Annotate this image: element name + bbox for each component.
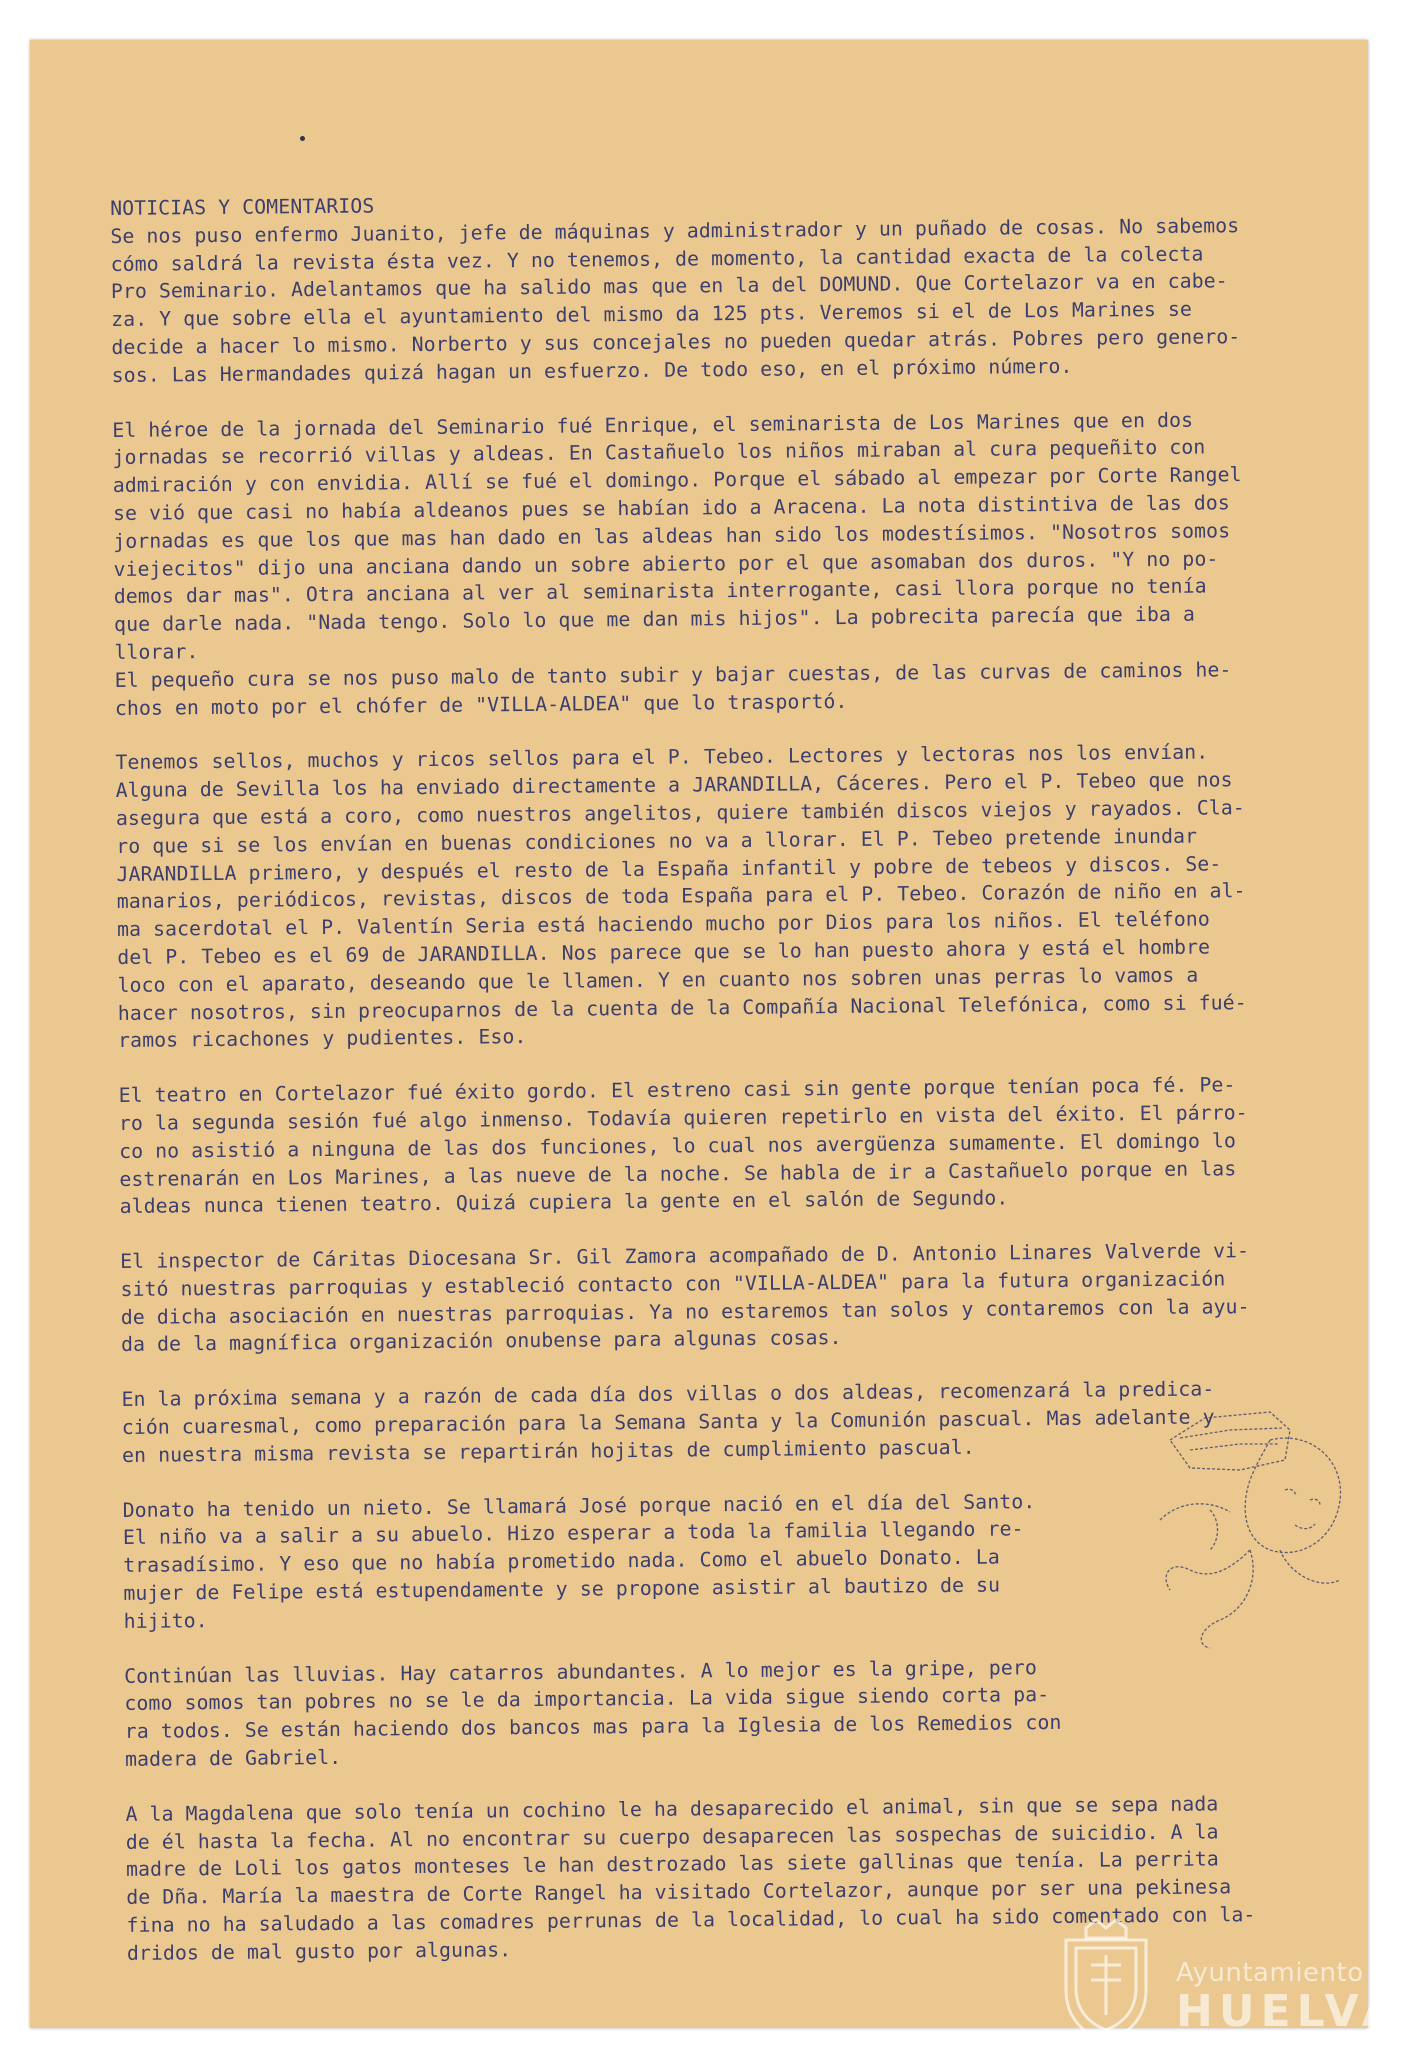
paragraph-container [110, 211, 1382, 1968]
text-line: del P. Tebeo es el 69 de JARANDILLA. Nos parece que se lo han puesto ahora y está el hombre [117, 935, 1211, 969]
text-line: El inspector de Cáritas Diocesana Sr. Gil Zamora acompañado de D. Antonio Linares Valverde vi- [120, 1239, 1250, 1274]
baby-sketch-drawing [1150, 1400, 1350, 1650]
text-line: de dicha asociación en nuestras parroquias. Ya no estaremos tan solos y contaremos con la ayu- [120, 1294, 1250, 1329]
text-line: mujer de Felipe está estupendamente y se propone asistir al bautizo de su [123, 1573, 1001, 1605]
text-line: trasadísimo. Y eso que no había prometido nada. Como el abuelo Donato. La [123, 1545, 1000, 1578]
text-line: JARANDILLA primero, y después el resto de la España infantil y pobre de tebeos y discos. Se- [116, 851, 1222, 886]
text-line: decide a hacer lo mismo. Norberto y sus concejales no pueden quedar atrás. Pobres pero genero- [111, 325, 1241, 359]
text-line: como somos tan pobres no se le da importancia. La vida sigue siendo corta pa- [124, 1683, 1050, 1716]
text-line: de Dña. María la maestra de Corte Rangel ha visitado Cortelazor, aunque por ser una pekinesa [126, 1875, 1232, 1910]
coat-of-arms-icon [1046, 1920, 1166, 2045]
text-line: Se nos puso enfermo Juanito, jefe de máquinas y administrador y un puñado de cosas. No sabemos [110, 213, 1240, 248]
text-line: co no asistió a ninguna de las dos funciones, lo cual nos avergüenza sumamente. El domingo lo [119, 1128, 1237, 1163]
text-line: viejecitos" dijo una anciana dando un sobre abierto por el que asomaban dos duros. "Y no po- [113, 546, 1219, 581]
watermark-line1: Ayuntamiento de [1176, 1958, 1406, 1988]
text-line: Pro Seminario. Adelantamos que ha salido mas que en la del DOMUND. Que Cortelazor va en cabe- [110, 269, 1228, 304]
text-line: fina no ha saludado a las comadres perrunas de la localidad, lo cual ha sido comentado con la- [126, 1903, 1256, 1937]
text-line: llorar. [114, 640, 199, 664]
text-line: loco con el aparato, deseando que le llamen. Y en cuanto nos sobren unas perras lo vamos a [117, 963, 1199, 997]
document-heading: NOTICIAS Y COMENTARIOS [110, 194, 375, 220]
text-line: ramos ricachones y pudientes. Eso. [118, 1025, 527, 1053]
text-line: estrenarán en Los Marines, a las nueve de la noche. Se habla de ir a Castañuelo porque en las [119, 1156, 1237, 1191]
text-line: za. Y que sobre ella el ayuntamiento del mismo da 125 pts. Veremos si el de Los Marines se [111, 297, 1193, 332]
text-line: sos. Las Hermandades quizá hagan un esfuerzo. De todo eso, en el próximo número. [111, 354, 1073, 387]
text-line: demos dar mas". Otra anciana al ver al seminarista interrogante, casi llora porque no tenía [113, 574, 1207, 609]
paragraph [112, 405, 1370, 723]
text-line: manarios, periódicos, revistas, discos de toda España para el P. Tebeo. Corazón de niño en al- [116, 879, 1246, 914]
text-line: hacer nosotros, sin preocuparnos de la cuenta de la Compañía Nacional Telefónica, como si fué- [117, 990, 1247, 1025]
text-line: En la próxima semana y a razón de cada día dos villas o dos aldeas, recomenzará la predica- [121, 1377, 1215, 1412]
watermark-line2: HUELVA [1176, 1986, 1402, 2037]
document-body [110, 183, 1382, 1968]
archive-watermark [1046, 1920, 1406, 2040]
ink-dot [300, 136, 305, 141]
text-line: en nuestra misma revista se repartirán hojitas de cumplimiento pascual. [121, 1435, 975, 1467]
paragraph [110, 211, 1367, 390]
text-line: hijito. [123, 1608, 208, 1633]
text-line: El teatro en Cortelazor fué éxito gordo. El estreno casi sin gente porque tenían poca fé. Pe- [118, 1073, 1236, 1108]
text-line: da de la magnífica organización onubense para algunas cosas. [120, 1326, 842, 1357]
text-line: aldeas nunca tienen teatro. Quizá cupiera la gente en el salón de Segundo. [119, 1186, 1009, 1219]
text-line: Alguna de Sevilla los ha enviado directamente a JARANDILLA, Cáceres. Pero el P. Tebeo que nos [115, 768, 1233, 803]
text-line: A la Magdalena que solo tenía un cochino le ha desaparecido el animal, sin que se sepa nada [125, 1792, 1219, 1826]
text-line: El héroe de la jornada del Seminario fué Enrique, el seminarista de Los Marines que en dos [112, 408, 1194, 442]
text-line: cómo saldrá la revista ésta vez. Y no tenemos, de momento, la cantidad exacta de la colecta [110, 242, 1204, 276]
text-line: Donato ha tenido un nieto. Se llamará José porque nació en el día del Santo. [122, 1489, 1036, 1522]
text-line: que darle nada. "Nada tengo. Solo lo que me dan mis hijos". La pobrecita parecía que iba a [114, 602, 1196, 637]
text-line: ma sacerdotal el P. Valentín Seria está haciendo mucho por Dios para los niños. El teléfono [116, 907, 1210, 942]
text-line: dridos de mal gusto por algunas. [126, 1938, 512, 1965]
paragraph [120, 1236, 1376, 1359]
text-line: Tenemos sellos, muchos y ricos sellos para el P. Tebeo. Lectores y lectoras nos los envían. [115, 740, 1209, 775]
text-line: chos en moto por el chófer de "VILLA-ALDEA" que lo trasportó. [114, 689, 848, 720]
text-line: El pequeño cura se nos puso malo de tanto subir y bajar cuestas, de las curvas de caminos he- [114, 658, 1232, 692]
text-line: asegura que está a coro, como nuestros angelitos, quiere también discos viejos y rayados. Cla- [115, 796, 1245, 830]
text-line: El niño va a salir a su abuelo. Hizo esperar a toda la familia llegando re- [122, 1517, 1024, 1550]
text-line: ra todos. Se están haciendo dos bancos mas para la Iglesia de los Remedios con [124, 1711, 1062, 1744]
text-line: jornadas se recorrió villas y aldeas. En Castañuelo los niños miraban al cura pequeñito con [112, 435, 1206, 470]
typed-page [30, 40, 1406, 2037]
text-line: madera de Gabriel. [124, 1745, 342, 1771]
paragraph [119, 1070, 1375, 1221]
text-line: admiración y con envidia. Allí se fué el domingo. Porque el sábado al empezar por Corte Rangel [112, 463, 1242, 498]
paragraph [124, 1651, 1380, 1774]
text-line: sitó nuestras parroquias y estableció contacto con "VILLA-ALDEA" para la futura organización [120, 1267, 1226, 1301]
text-line: Continúan las lluvias. Hay catarros abundantes. A lo mejor es la gripe, pero [124, 1655, 1038, 1688]
text-line: ro la segunda sesión fué algo inmenso. Todavía quieren repetirlo en vista del éxito. El párro- [118, 1101, 1248, 1135]
text-line: madre de Loli los gatos monteses le han destrozado las siete gallinas que tenía. La perrita [125, 1847, 1219, 1882]
text-line: jornadas es que los que mas han dado en las aldeas han sido los modestísimos. "Nosotros somos [113, 519, 1231, 553]
text-line: de él hasta la fecha. Al no encontrar su cuerpo desaparecen las sospechas de suicidio. A la [125, 1820, 1219, 1854]
text-line: se vió que casi no había aldeanos pues se habían ido a Aracena. La nota distintiva de las dos [112, 491, 1230, 525]
paragraph [115, 737, 1373, 1055]
text-line: ción cuaresmal, como preparación para la Semana Santa y la Comunión pascual. Mas adelante y [121, 1405, 1215, 1440]
text-line: ro que si se los envían en buenas condiciones no va a llorar. El P. Tebeo pretende inundar [116, 824, 1198, 858]
